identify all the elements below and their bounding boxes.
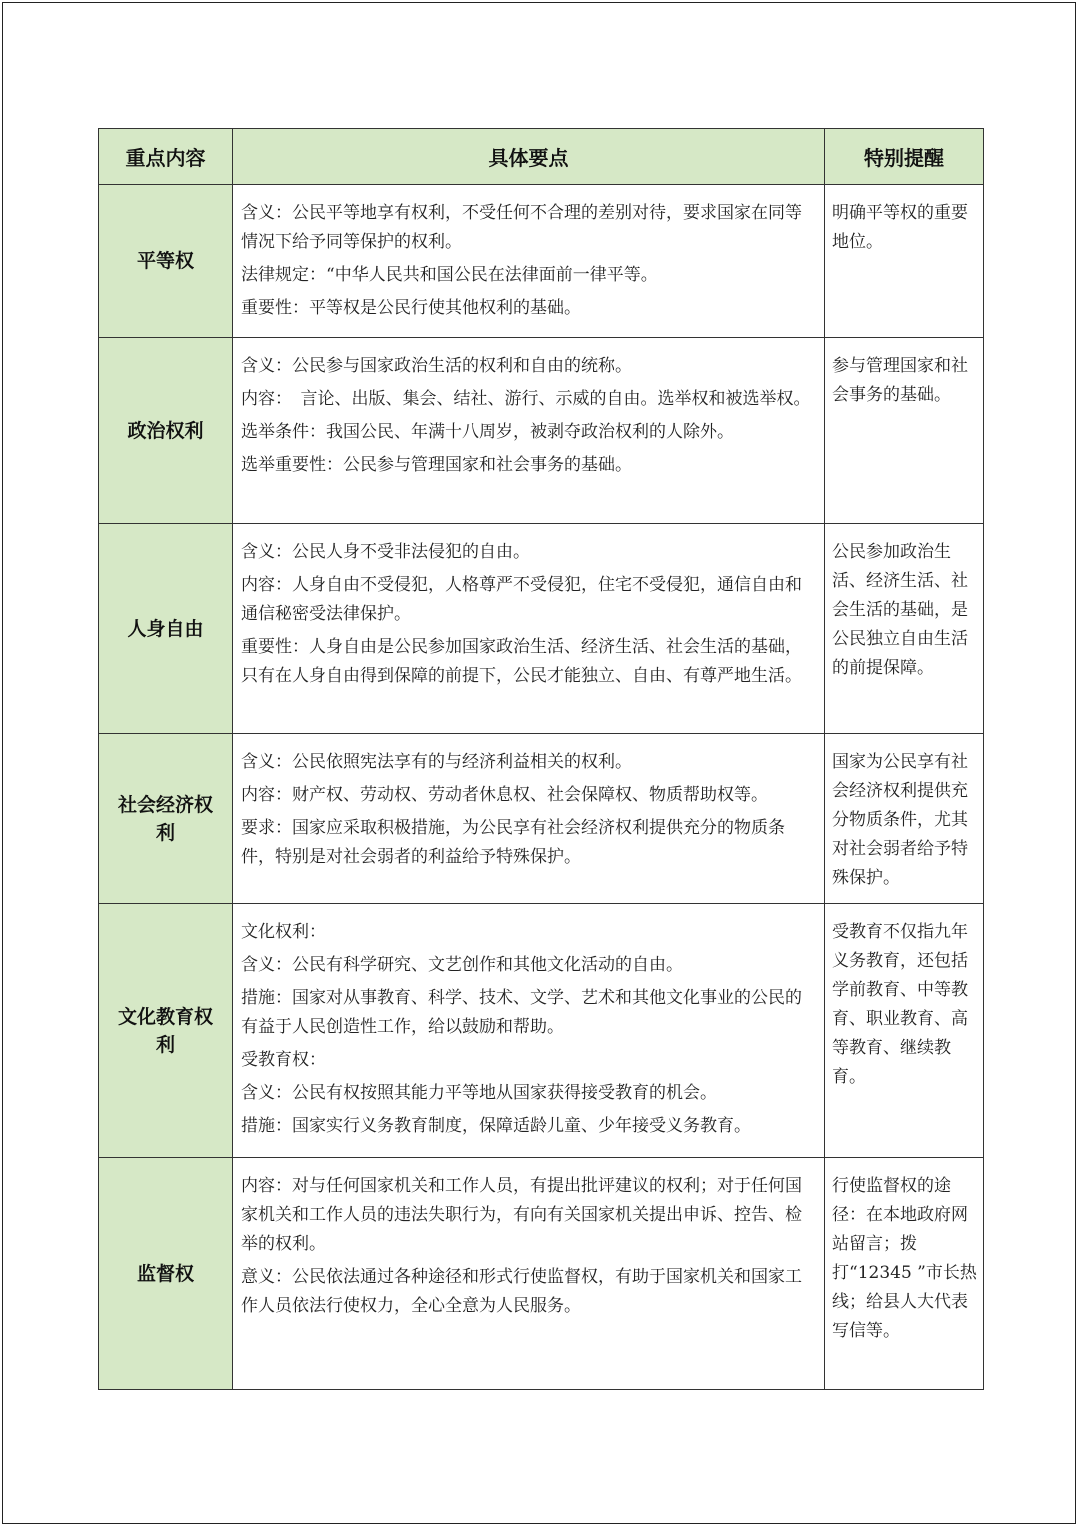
point-text: 意义：公民依法通过各种途径和形式行使监督权，有助于国家机关和国家工作人员依法行使权力，全心全意为人民服务。 xyxy=(241,1267,802,1316)
row-points xyxy=(233,524,825,734)
point-text: 受教育权： xyxy=(241,1050,326,1070)
point-text: 选举重要性：公民参与管理国家和社会事务的基础。 xyxy=(241,455,632,475)
row-points xyxy=(233,734,825,904)
header-row xyxy=(99,129,984,185)
header-key: 重点内容 xyxy=(99,129,233,185)
row-key: 人身自由 xyxy=(99,524,233,734)
point-text: 要求：国家应采取积极措施，为公民享有社会经济权利提供充分的物质条件，特别是对社会弱者的利益给予特殊保护。 xyxy=(241,818,785,867)
row-note: 行使监督权的途径：在本地政府网站留言；拨打“12345 ”市长热线；给县人大代表写信等。 xyxy=(825,1158,984,1390)
row-points xyxy=(233,904,825,1158)
row-note: 参与管理国家和社会事务的基础。 xyxy=(825,338,984,524)
table-row xyxy=(99,185,984,338)
point-text: 含义：公民依照宪法享有的与经济利益相关的权利。 xyxy=(241,752,632,772)
table-row xyxy=(99,734,984,904)
header-points: 具体要点 xyxy=(233,129,825,185)
row-points xyxy=(233,185,825,338)
point-text: 选举条件：我国公民、年满十八周岁，被剥夺政治权利的人除外。 xyxy=(241,422,734,442)
point-text: 含义：公民有权按照其能力平等地从国家获得接受教育的机会。 xyxy=(241,1083,717,1103)
row-key: 文化教育权利 xyxy=(99,904,233,1158)
row-points xyxy=(233,1158,825,1390)
table-row xyxy=(99,1158,984,1390)
rights-table xyxy=(98,128,984,1390)
row-key: 社会经济权利 xyxy=(99,734,233,904)
row-note: 公民参加政治生活、经济生活、社会生活的基础，是公民独立自由生活的前提保障。 xyxy=(825,524,984,734)
table-row xyxy=(99,338,984,524)
row-note: 国家为公民享有社会经济权利提供充分物质条件，尤其对社会弱者给予特殊保护。 xyxy=(825,734,984,904)
point-text: 内容：人身自由不受侵犯，人格尊严不受侵犯，住宅不受侵犯，通信自由和通信秘密受法律保护。 xyxy=(241,575,802,624)
row-key: 监督权 xyxy=(99,1158,233,1390)
point-text: 文化权利： xyxy=(241,922,326,942)
point-text: 内容：对与任何国家机关和工作人员，有提出批评建议的权利；对于任何国家机关和工作人员的违法失职行为，有向有关国家机关提出申诉、控告、检举的权利。 xyxy=(241,1176,802,1254)
point-text: 措施：国家实行义务教育制度，保障适龄儿童、少年接受义务教育。 xyxy=(241,1116,751,1136)
point-text: 含义：公民平等地享有权利，不受任何不合理的差别对待，要求国家在同等情况下给予同等保护的权利。 xyxy=(241,203,802,252)
table-row xyxy=(99,524,984,734)
row-key: 政治权利 xyxy=(99,338,233,524)
point-text: 含义：公民参与国家政治生活的权利和自由的统称。 xyxy=(241,356,632,376)
point-text: 重要性：人身自由是公民参加国家政治生活、经济生活、社会生活的基础，只有在人身自由得到保障的前提下，公民才能独立、自由、有尊严地生活。 xyxy=(241,637,802,686)
point-text: 含义：公民有科学研究、文艺创作和其他文化活动的自由。 xyxy=(241,955,683,975)
row-note: 受教育不仅指九年义务教育，还包括学前教育、中等教育、职业教育、高等教育、继续教育。 xyxy=(825,904,984,1158)
row-key: 平等权 xyxy=(99,185,233,338)
row-note: 明确平等权的重要地位。 xyxy=(825,185,984,338)
row-points xyxy=(233,338,825,524)
point-text: 措施：国家对从事教育、科学、技术、文学、艺术和其他文化事业的公民的有益于人民创造性工作，给以鼓励和帮助。 xyxy=(241,988,802,1037)
point-text: 含义：公民人身不受非法侵犯的自由。 xyxy=(241,542,530,562)
header-note: 特别提醒 xyxy=(825,129,984,185)
point-text: 内容： 言论、出版、集会、结社、游行、示威的自由。选举权和被选举权。 xyxy=(241,389,811,409)
point-text: 内容：财产权、劳动权、劳动者休息权、社会保障权、物质帮助权等。 xyxy=(241,785,768,805)
table-row xyxy=(99,904,984,1158)
point-text: 重要性：平等权是公民行使其他权利的基础。 xyxy=(241,298,581,318)
point-text: 法律规定：“中华人民共和国公民在法律面前一律平等。 xyxy=(241,265,658,285)
